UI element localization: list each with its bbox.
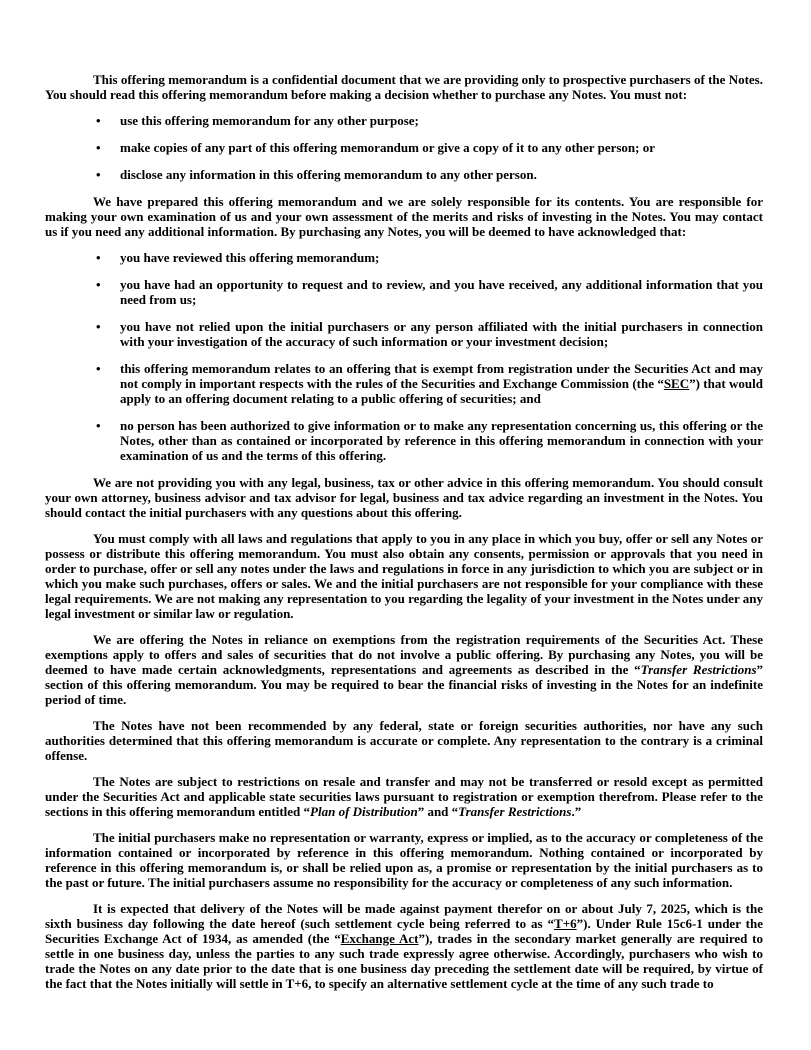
text-run: .” (571, 804, 582, 819)
bullet-item (120, 250, 763, 265)
text-run: you have reviewed this offering memorandum; (120, 250, 380, 265)
text-run: ” section of this offering memorandum. You may be required to bear the financial risks of investing in the Notes for an indefinite period of time. (45, 662, 763, 707)
bullet-item (120, 113, 763, 128)
paragraph (45, 774, 763, 819)
text-run: We have prepared this offering memorandum and we are solely responsible for its contents. You are responsible for making your own examination of us and your own assessment of the merits and risks of investing in the Notes. You may contact us if you need any additional information. By purchasing any Notes, you will be deemed to have acknowledged that: (45, 194, 763, 239)
text-run: Transfer Restrictions (458, 804, 572, 819)
text-run: The Notes have not been recommended by any federal, state or foreign securities authorities, nor have any such authorities determined that this offering memorandum is accurate or complete. Any representation to the contrary is a criminal offense. (45, 718, 763, 763)
text-run: make copies of any part of this offering memorandum or give a copy of it to any other person; or (120, 140, 655, 155)
text-run: this offering memorandum relates to an offering that is exempt from registration under the Securities Act and may not comply in important respects with the rules of the Securities and Exchange Commission (the “ (120, 361, 763, 391)
bullet-item (120, 361, 763, 406)
text-run: Exchange Act (340, 931, 419, 946)
text-run: ”), trades in the secondary market generally are required to settle in one business day, unless the parties to any such trade expressly agree otherwise. Accordingly, purchasers who wish to trade the Notes on any date prior to the date that is one business day preceding the settlement date will be required, by virtue of the fact that the Notes initially will settle in T+6, to specify an alternative settlement cycle at the time of any such trade to (45, 931, 763, 991)
text-run: We are offering the Notes in reliance on exemptions from the registration requirements of the Securities Act. These exemptions apply to offers and sales of securities that do not involve a public offering. By purchasing any Notes, you will be deemed to have made certain acknowledgments, representations and agreements as described in the “ (45, 632, 763, 677)
text-run: We are not providing you with any legal, business, tax or other advice in this offering memorandum. You should consult your own attorney, business advisor and tax advisor for legal, business and tax advice regarding an investment in the Notes. You should contact the initial purchasers with any questions about this offering. (45, 475, 763, 520)
bullet-item (120, 319, 763, 349)
bullet-item (120, 418, 763, 463)
text-run: you have not relied upon the initial purchasers or any person affiliated with the initial purchasers in connection with your investigation of the accuracy of such information or your investment decision; (120, 319, 763, 349)
text-run: The initial purchasers make no representation or warranty, express or implied, as to the accuracy or completeness of the information contained or incorporated by reference in this offering memorandum. Nothing contained or incorporated by reference in this offering memorandum is, or shall be relied upon as, a promise or representation by the initial purchasers as to the past or future. The initial purchasers assume no responsibility for the accuracy or completeness of any such information. (45, 830, 763, 890)
bullet-item (120, 167, 763, 182)
text-run: disclose any information in this offering memorandum to any other person. (120, 167, 537, 182)
text-run: ” and “ (417, 804, 459, 819)
paragraph (45, 718, 763, 763)
text-run: SEC (663, 376, 690, 391)
text-run: You must comply with all laws and regulations that apply to you in any place in which you buy, offer or sell any Notes or possess or distribute this offering memorandum. You must also obtain any consents, permission or approvals that you need in order to purchase, offer or sell any notes under the laws and regulations in force in any jurisdiction to which you are subject or in which you make such purchases, offers or sales. We and the initial purchasers are not responsible for your compliance with these legal requirements. We are not making any representation to you regarding the legality of your investment in the Notes under any legal investment or similar law or regulation. (45, 531, 763, 621)
text-run: no person has been authorized to give information or to make any representation concerning us, this offering or the Notes, other than as contained or incorporated by reference in this offering memorandum in connection with your examination of us and the terms of this offering. (120, 418, 763, 463)
text-run: Transfer Restrictions (640, 662, 757, 677)
text-run: T+6 (554, 916, 577, 931)
paragraph (45, 632, 763, 707)
paragraph (45, 72, 763, 102)
paragraph (45, 901, 763, 991)
text-run: ”) that would apply to an offering document relating to a public offering of securities; and (120, 376, 763, 406)
text-run: you have had an opportunity to request and to review, and you have received, any additional information that you need from us; (120, 277, 763, 307)
bullet-list (45, 113, 763, 182)
text-run: Plan of Distribution (310, 804, 418, 819)
paragraph (45, 531, 763, 621)
paragraph (45, 475, 763, 520)
text-run: ”). Under Rule 15c6-1 under the Securities Exchange Act of 1934, as amended (the “ (45, 916, 764, 946)
document-body (45, 72, 763, 991)
text-run: use this offering memorandum for any other purpose; (120, 113, 419, 128)
text-run: The Notes are subject to restrictions on resale and transfer and may not be transferred or resold except as permitted under the Securities Act and applicable state securities laws pursuant to registration or exemption therefrom. Please refer to the sections in this offering memorandum entitled “ (45, 774, 763, 819)
text-run: It is expected that delivery of the Notes will be made against payment therefor on or about July 7, 2025, which is the sixth business day following the date hereof (such settlement cycle being referred to as “ (45, 901, 763, 931)
bullet-item (120, 277, 763, 307)
text-run: This offering memorandum is a confidential document that we are providing only to prospective purchasers of the Notes. You should read this offering memorandum before making a decision whether to purchase any Notes. You must not: (45, 72, 763, 102)
bullet-list (45, 250, 763, 463)
bullet-item (120, 140, 763, 155)
paragraph (45, 830, 763, 890)
paragraph (45, 194, 763, 239)
